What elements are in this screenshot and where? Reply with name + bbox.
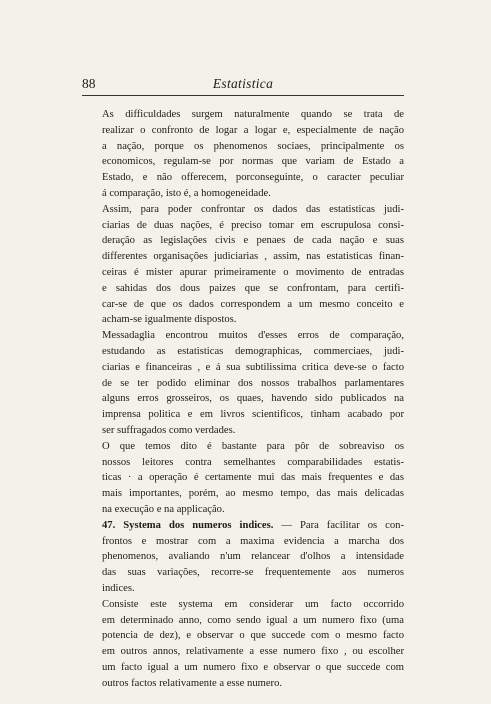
text-line: [86, 518, 404, 534]
text-line: indices.: [102, 582, 135, 594]
text-line: ciarias e financeiras , e á sua subtilissima critica deve-se o facto: [102, 361, 404, 373]
text-line: car-se de que os dados correspondem a um mesmo conceito e: [102, 298, 404, 310]
text-line: mais importantes, porém, ao mesmo tempo, das mais delicadas: [102, 488, 404, 500]
paragraph: [86, 597, 404, 692]
page-number: 88: [82, 76, 96, 91]
text-line: ser suffragados como verdades.: [102, 424, 236, 436]
text-line: potencia de dez), e observar o que succede com o mesmo facto: [102, 630, 404, 642]
text-line: Consiste este systema em considerar um facto occorrido: [102, 598, 404, 610]
text-line: em outros annos, relativamente a esse numero fixo , ou escolher: [102, 646, 404, 658]
section-number: 47.: [102, 519, 124, 531]
text-line: Estado, e não offerecem, porconseguinte, o caracter peculiar: [102, 172, 404, 184]
text-line: As difficuldades surgem naturalmente quando se trata de: [102, 109, 404, 120]
text-line: alguns erros grosseiros, os quaes, havendo sido publicados na: [102, 393, 404, 405]
text-line: frontos e mostrar com a maxima evidencia a marcha dos: [102, 535, 404, 547]
paragraph: [86, 328, 404, 439]
text-line: um facto igual a um numero fixo e observar o que succede com: [102, 661, 404, 673]
text-line: em determinado anno, como sendo igual a um numero fixo (uma: [102, 614, 404, 626]
text-line: O que temos dito é bastante para pôr de sobreaviso os: [102, 440, 404, 452]
text-line: Messadaglia encontrou muitos d'esses erros de comparação,: [102, 330, 404, 342]
text-line: Assim, para poder confrontar os dados das estatisticas judi-: [102, 203, 404, 215]
text-line: a nação, porque os phenomenos sociaes, principalmente os: [102, 140, 404, 152]
text-line: nossos leitores contra semelhantes comparabilidades estatis-: [102, 456, 404, 468]
text-line: deração as legislações civis e penaes de cada nação e suas: [102, 235, 404, 247]
text-line: ticas · a operação é certamente mui das mais frequentes e das: [102, 472, 404, 484]
page-body: [86, 107, 404, 691]
text-line: ceiras é mister apurar primeiramente o movimento de entradas: [102, 266, 404, 278]
text-line: economicos, regulam-se por normas que variam de Estado a: [102, 156, 404, 168]
section-title: Systema dos numeros indices.: [123, 519, 274, 531]
text-line: phenomenos, avaliando n'um relancear d'olhos a intensidade: [102, 551, 404, 563]
paragraph: [86, 202, 404, 328]
text-line: imprensa politica e em livros scientificos, tinham acabado por: [102, 409, 404, 421]
text-line: á comparação, isto é, a homogeneidade.: [102, 187, 271, 199]
paragraph: [86, 107, 404, 202]
text-line: ciarias de duas nações, é preciso tomar em escrupulosa consi-: [102, 219, 404, 231]
text-line: acham-se igualmente dispostos.: [102, 314, 237, 326]
section-lead-text: — Para facilitar os con-: [273, 519, 405, 531]
text-line: de se ter podido eliminar dos nossos trabalhos parlamentares: [102, 377, 404, 389]
page-header: [82, 76, 404, 92]
text-line: differentes organisações judiciarias , assim, nas estatisticas finan-: [102, 251, 404, 263]
text-line: estudando as estatisticas demographicas, commerciaes, judi-: [102, 345, 404, 357]
text-line: e sahidas dos dous paizes que se confrontam, para certifi-: [102, 282, 404, 294]
section-paragraph: [86, 518, 404, 597]
header-rule: [82, 95, 404, 96]
text-line: realizar o confronto de logar a logar e, especialmente de nação: [102, 124, 404, 136]
paragraph: [86, 439, 404, 518]
text-line: outros factos relativamente a esse numero.: [102, 677, 283, 689]
text-line: na execução e na applicação.: [102, 503, 225, 515]
running-title: Estatistica: [212, 76, 274, 91]
text-line: das suas variações, recorre-se frequentemente aos numeros: [102, 567, 404, 579]
